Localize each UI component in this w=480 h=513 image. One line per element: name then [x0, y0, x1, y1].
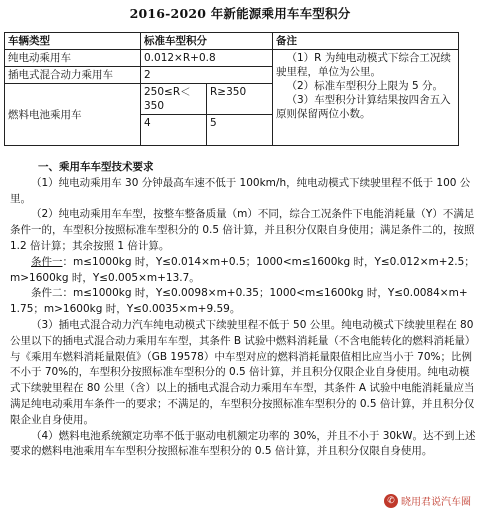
watermark [381, 492, 474, 509]
condition-2 [10, 286, 476, 318]
row-phev-value: 2 [141, 67, 273, 84]
paragraph-3: （3）插电式混合动力汽车纯电动模式下续驶里程不低于 50 公里。纯电动模式下续驶里程在 80 公里以下的插电式混合动力乘用车车型，其条件 B 试验中燃料消耗量（不含电能转化的燃料消耗量）与《乘用车燃料消耗量限值》（GB 19578）中车型对应的燃料消耗量限值相比应当小于 70%；比例不小于 70%的，车型积分按照标准车型积分的 0.5 倍计算，并且积分仅限企业自身使用。纯电动模式下续驶里程在 80 公里（含）以上的插电式混合动力乘用车车型，其条件 A 试验中电能消耗量应当满足纯电动乘用车条件一的要求；不满足的，车型积分按照标准车型积分的 0.5 倍计算，并且积分仅限企业自身使用。 [10, 318, 476, 426]
header-vehicle-type: 车辆类型 [5, 33, 141, 50]
condition-1-text: ：m≤1000kg 时，Y≤0.014×m+0.5；1000<m≤1600kg 时，Y≤0.012×m+2.5；m>1600kg 时，Y≤0.005×m+13.7。 [10, 255, 475, 284]
table-header-row [5, 33, 459, 50]
row-fcev-score-a: 4 [141, 115, 207, 146]
header-remark: 备注 [273, 33, 459, 50]
wechat-logo-icon: ✆ [384, 494, 398, 508]
watermark-text: 晓用君说汽车圈 [401, 497, 471, 508]
row-fcev-score-b: 5 [207, 115, 273, 146]
row-fcev-range-b: R≥350 [207, 84, 273, 115]
paragraph-1: （1）纯电动乘用车 30 分钟最高车速不低于 100km/h，纯电动模式下续驶里程不低于 100 公里。 [10, 176, 471, 205]
table-row [5, 50, 459, 67]
remark-line: （3）车型积分计算结果按四舍五入原则保留两位小数。 [276, 94, 451, 120]
page-title: 2016-2020 年新能源乘用车车型积分 [129, 6, 351, 21]
row-fcev-type: 燃料电池乘用车 [5, 84, 141, 146]
condition-1-label: 条件一 [31, 255, 63, 268]
condition-2-text: ：m≤1000kg 时，Y≤0.0098×m+0.35；1000<m≤1600kg 时，Y≤0.0084×m+1.75；m>1600kg 时，Y≤0.0035×m+9.59。 [10, 287, 468, 316]
remark-cell [273, 50, 459, 146]
credit-table [4, 32, 459, 146]
condition-1 [10, 255, 476, 287]
row-bev-type: 纯电动乘用车 [5, 50, 141, 67]
paragraph-4: （4）燃料电池系统额定功率不低于驱动电机额定功率的 30%，并且不小于 30kW。达不到上述要求的燃料电池乘用车车型积分按照标准车型积分的 0.5 倍计算，并且积分仅限自身使用。 [10, 429, 476, 458]
row-bev-formula: 0.012×R+0.8 [141, 50, 273, 67]
remark-line: （2）标准车型积分上限为 5 分。 [286, 80, 444, 92]
row-fcev-range-a: 250≤R＜350 [141, 84, 207, 115]
row-phev-type: 插电式混合动力乘用车 [5, 67, 141, 84]
condition-2-label: 条件二 [31, 287, 63, 300]
paragraph-2: （2）纯电动乘用车车型，按整车整备质量（m）不同，综合工况条件下电能消耗量（Y）不满足条件一的，车型积分按照标准车型积分的 0.5 倍计算，并且积分仅限自身使用；满足条件二的，按照 1.2 倍计算；其余按照 1 倍计算。 [10, 208, 475, 252]
header-standard-score: 标准车型积分 [141, 33, 273, 50]
requirements-section [10, 160, 476, 460]
section-heading: 一、乘用车车型技术要求 [38, 161, 154, 173]
remark-line: （1）R 为纯电动模式下综合工况续驶里程，单位为公里。 [276, 52, 451, 78]
